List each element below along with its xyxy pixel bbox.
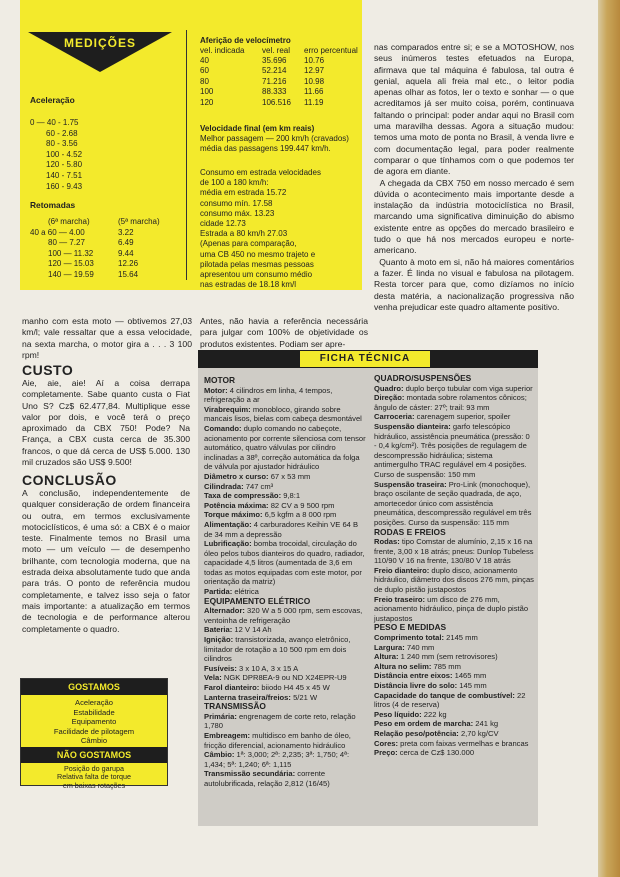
ficha-spec-key: Suspensão dianteira:	[374, 421, 451, 431]
ficha-spec	[204, 472, 366, 482]
ficha-spec-value: um disco de 276 mm, acionamento hidráulico, pinça de duplo pistão justapostos	[374, 594, 529, 623]
ficha-spec-key: Diâmetro x curso:	[204, 471, 269, 481]
afericao-indicada: 120	[200, 97, 214, 107]
retomadas-title: Retomadas	[30, 200, 76, 210]
ficha-spec	[374, 652, 534, 662]
ficha-spec	[204, 664, 366, 674]
ficha-spec-value: 785 mm	[431, 661, 461, 671]
gostamos-box	[20, 678, 168, 790]
ficha-spec-value: 1 240 mm (sem retrovisores)	[398, 652, 498, 662]
ficha-section-heading: RODAS E FREIOS	[374, 526, 446, 537]
ficha-spec-value: 82 CV a 9 500 rpm	[268, 500, 335, 510]
vfinal-line-2: média das passagens 199.447 km/h.	[200, 144, 331, 153]
retomada-6a: 120 — 15.03	[48, 259, 94, 269]
ficha-spec-key: Carroceria:	[374, 412, 415, 422]
ficha-spec	[204, 482, 366, 492]
ficha-spec-key: Transmissão secundária:	[204, 769, 296, 779]
ficha-spec-value: preta com faixas vermelhas e brancas	[398, 738, 529, 748]
ficha-spec	[374, 671, 534, 681]
ficha-spec-value: 145 mm	[457, 681, 487, 690]
afericao-real: 52.214	[262, 66, 287, 76]
ficha-spec-value: 320 W a 5 000 rpm, sem escovas, ventoinha de refrigeração	[204, 606, 363, 625]
ficha-spec-value: 9,8:1	[281, 491, 301, 501]
page-edge	[598, 0, 620, 877]
aceleracao-row: 120 - 5.80	[46, 160, 83, 170]
aceleracao-row: 100 - 4.52	[46, 149, 83, 159]
ficha-spec-value: 12 V 14 Ah	[232, 625, 272, 635]
ficha-box	[198, 368, 538, 826]
ficha-spec-value: 4 carburadores Keihin VE 64 B de 34 mm a depressão	[204, 519, 359, 539]
ficha-spec-key: Motor:	[204, 385, 228, 395]
ficha-spec-value: elétrica	[232, 587, 259, 597]
ficha-spec-key: Lanterna traseira/freios:	[204, 692, 291, 702]
ficha-spec-key: Capacidade do tanque de combustível:	[374, 690, 515, 700]
ficha-section-heading: PESO E MEDIDAS	[374, 622, 447, 633]
consumo-line: (Apenas para comparação,	[200, 239, 297, 249]
ficha-spec-key: Taxa de compressão:	[204, 491, 282, 501]
gostamos-item: Aceleração	[75, 698, 113, 707]
consumo-line: Estrada a 80 km/h 27.03	[200, 229, 288, 239]
afericao-indicada: 100	[200, 87, 214, 97]
consumo-line: consumo mín. 17.58	[200, 198, 273, 208]
aceleracao-row: 160 - 9.43	[46, 181, 83, 191]
gostamos-item: Equipamento	[71, 717, 117, 727]
conclusao-title: CONCLUSÃO	[22, 472, 117, 488]
ficha-section-heading: TRANSMISSÃO	[204, 701, 266, 712]
ficha-spec-value: 22 litros (4 de reserva)	[374, 690, 526, 710]
ficha-spec	[204, 673, 366, 683]
ficha-spec-key: Fusíveis:	[204, 663, 237, 673]
ficha-spec	[374, 643, 534, 653]
ficha-spec-value: duplo comando no cabeçote, acionamento por corrente silenciosa com tensor automático, quatro válvulas por cilindro inclinadas a 38º, correção automática da folga de válvula por ajustador hidráulico	[204, 423, 366, 472]
retomada-6a: 100 — 11.32	[48, 248, 94, 258]
aceleracao-row: 60 - 2.68	[46, 128, 78, 138]
gostamos-list	[21, 698, 167, 746]
ficha-spec-value: NGK DPR8EA-9 ou ND X24EPR-U9	[221, 673, 347, 683]
consumo-line: consumo máx. 13.23	[200, 208, 275, 218]
ficha-spec-key: Altura:	[374, 652, 399, 662]
retomada-5a: 9.44	[118, 248, 134, 258]
afericao-real: 71.216	[262, 76, 287, 86]
mid-mid-text: Antes, não havia a referência necessária para julgar com 100% de objetividade os produtos existentes. Podiam ser apre-	[200, 316, 368, 349]
ficha-spec-key: Alternador:	[204, 606, 245, 616]
afericao-erro: 11.66	[304, 87, 324, 97]
ficha-spec	[204, 731, 366, 750]
retomada-5a: 6.49	[118, 238, 134, 248]
ficha-spec-key: Largura:	[374, 642, 405, 652]
ficha-left-col	[204, 376, 366, 789]
ficha-spec	[374, 393, 534, 412]
gostamos-item: Estabilidade	[73, 707, 115, 717]
ficha-spec-value: 241 kg	[473, 719, 499, 729]
ficha-spec	[204, 606, 366, 625]
right-para-1: nas comparados entre si; e se a MOTOSHOW, nos seus inúmeros testes efetuados na Europa, afirmava que tal máquina é fabulosa, tal outra é genial, aquela ali freia mal etc., o leitor podia apenas olhar as fotos, ler o texto e sonhar — o que acreditamos já ser muito coisa, porém, continuava faltando o principal: poder andar aqui no Brasil com uma maravilha dessas. Agora a situação mudou: temos uma moto de ponta no Brasil, à venda livre e com documentação legal, para poder realmente comparar o que tínhamos com o que podemos ter de agora em diante.	[374, 42, 574, 177]
retomada-6a: 40 a 60 — 4.00	[30, 228, 85, 237]
ficha-spec	[204, 712, 366, 731]
ficha-spec-key: Vela:	[204, 673, 222, 683]
right-column-top	[374, 42, 574, 313]
gostamos-item: Facilidade de pilotagem	[53, 726, 135, 736]
gostamos-title: GOSTAMOS	[21, 679, 167, 695]
ficha-spec-value: multidisco em banho de óleo, fricção diferencial, acionamento hidráulico	[204, 730, 351, 750]
ficha-spec	[204, 386, 366, 405]
ret-header-6: (6ª marcha)	[48, 217, 90, 226]
ficha-spec-key: Torque máximo:	[204, 510, 263, 520]
ficha-spec	[204, 491, 366, 501]
consumo-line: pilotada pelas mesmas pessoas	[200, 259, 314, 269]
ficha-spec	[374, 710, 534, 720]
aceleracao-row: 0 — 40 - 1.75	[30, 118, 79, 127]
ficha-spec	[204, 625, 366, 635]
ficha-spec-value: 2145 mm	[444, 633, 478, 643]
ficha-spec-key: Partida:	[204, 587, 233, 597]
ficha-spec-key: Virabrequim:	[204, 404, 251, 414]
ficha-spec	[374, 729, 534, 739]
consumo-line: média em estrada 15.72	[200, 188, 287, 198]
ficha-spec-value: 6,5 kgfm a 8 000 rpm	[262, 510, 337, 520]
ficha-spec	[374, 537, 534, 566]
consumo-line: nas estradas de 18.18 km/l	[200, 280, 297, 290]
ficha-spec-value: Pro-Link (monochoque), braço oscilante de seção quadrada, de aço, amortecedor único com assistência pneumática, descompressão regulável em três posições. Curso da suspensão: 115 mm	[374, 479, 532, 527]
afericao-erro: 10.98	[304, 76, 325, 86]
vfinal-line-1: Melhor passagem — 200 km/h (cravados)	[200, 134, 349, 143]
ficha-spec	[374, 662, 534, 672]
left-mid-text: manho com esta moto — obtivemos 27,03 km/l; vale ressaltar que a essa velocidade, na sexta marcha, o motor gira a . . . 3 100 rpm!	[22, 316, 192, 360]
afericao-header-3: erro percentual	[304, 46, 358, 55]
ficha-spec	[204, 405, 366, 424]
custo-text: Aie, aie, aie! Aí a coisa derrapa completamente. Sabe quanto custa o Fiat Uno S? Cz$ 62.477,84. Multiplique esse valor por dois, e você terá o preço aproximado da CBX 750! Pode? Na França, a CBX custa cerca de 35.300 francos, o que dá cerca de US$ 5.000. 130 mil cruzados são US$ 9.500!	[22, 378, 190, 468]
ficha-spec-key: Peso líquido:	[374, 709, 422, 719]
vfinal-title: Velocidade final (em km reais)	[200, 124, 315, 133]
retomada-5a: 3.22	[118, 228, 134, 237]
ficha-spec-value: 2,70 kg/CV	[458, 728, 499, 738]
ficha-spec-value: transistorizada, avanço eletrônico, limitador de rotação a 10 500 rpm em dois cilindros	[204, 635, 351, 664]
panel-divider	[186, 30, 187, 280]
nao-gostamos-item: Posição do garupa	[64, 764, 124, 773]
aceleracao-title: Aceleração	[30, 95, 75, 105]
ficha-spec-value: 1465 mm	[452, 671, 487, 681]
ficha-title: FICHA TÉCNICA	[300, 351, 430, 367]
nao-gostamos-item: em baixas rotações	[62, 780, 126, 790]
ficha-spec-key: Alimentação:	[204, 519, 252, 529]
ficha-spec-key: Distância entre eixos:	[374, 671, 453, 681]
afericao-indicada: 80	[200, 76, 209, 86]
ficha-spec	[374, 748, 534, 758]
afericao-real: 106.516	[262, 97, 291, 107]
ficha-spec	[374, 691, 534, 710]
ficha-spec-key: Potência máxima:	[204, 500, 269, 510]
aceleracao-row: 140 - 7.51	[46, 171, 83, 180]
ficha-spec	[204, 750, 366, 769]
ficha-spec	[204, 501, 366, 511]
retomada-6a: 80 — 7.27	[48, 238, 85, 248]
ficha-spec-key: Lubrificação:	[204, 539, 252, 549]
ficha-spec-key: Cilindrada:	[204, 481, 244, 491]
ret-header-5: (5ª marcha)	[118, 217, 160, 226]
ficha-spec	[204, 769, 366, 788]
ficha-spec	[374, 739, 534, 749]
ficha-spec-value: cerca de Cz$ 130.000	[397, 748, 475, 758]
afericao-erro: 10.76	[304, 56, 325, 65]
ficha-spec	[374, 681, 534, 691]
ficha-spec-value: 1ª: 3,000; 2ª: 2,235; 3ª: 1,750; 4ª: 1,434; 5ª: 1,240; 6ª: 1,115	[204, 750, 350, 769]
afericao-erro: 12.97	[304, 66, 325, 76]
afericao-header-2: vel. real	[262, 46, 291, 55]
ficha-spec	[204, 520, 366, 539]
ficha-spec-value: corrente autolubrificada, relação 2,812 (16/45)	[204, 769, 330, 788]
ficha-spec	[374, 480, 534, 528]
ficha-spec-key: Câmbio:	[204, 750, 235, 760]
ficha-spec-key: Comando:	[204, 423, 242, 433]
ficha-spec	[374, 595, 534, 624]
ficha-spec-key: Rodas:	[374, 537, 400, 547]
ficha-spec	[204, 510, 366, 520]
ficha-spec-value: garfo telescópico hidráulico, assistência pneumática (pressão: 0 - 0,4 kg/cm²). Três posições de regulagem de descompressão hidráulica; sistema antimergulho TRAC regulável em 4 posições. Curso de suspensão: 150 mm	[374, 421, 530, 479]
ficha-spec	[374, 719, 534, 729]
ficha-spec-value: monobloco, girando sobre mancais lisos, bielas com cabeça desmontável	[204, 404, 362, 424]
ficha-spec-value: 222 kg	[421, 709, 447, 719]
afericao-real: 88.333	[262, 87, 287, 97]
conclusao-text: A conclusão, independentemente de qualquer consideração de ordem financeira ou outra, em termos exclusivamente motociclísticos, é uma só: a CBX é o maior teste. Finalmente temos no Brasil uma moto — um veículo — de desempenho brilhante, com tecnologia moderna, que na estrada deixa absolutamente tudo que anda para trás. O ponto de referência mudou completamente, e talvez isso seja o fator mais importante: a atualização em termos de tecnologia e de performance alterou completamente o quadro.	[22, 488, 190, 634]
medicoes-title: MEDIÇÕES	[64, 36, 137, 50]
ficha-spec-key: Relação peso/potência:	[374, 728, 459, 738]
ficha-spec-key: Freio dianteiro:	[374, 565, 430, 575]
ficha-spec	[374, 566, 534, 595]
consumo-line: de 100 a 180 km/h:	[200, 178, 269, 188]
ficha-spec-value: bomba trocoidal, circulação do óleo pelos tubos dianteiros do quadro, radiador, capacidade 4,5 litros (aumentada de 3,6 em todas as motos equipadas com este motor, por orientação da matriz)	[204, 539, 365, 587]
ficha-spec	[374, 384, 534, 394]
retomada-6a: 140 — 19.59	[48, 269, 94, 279]
ficha-spec-key: Distância livre do solo:	[374, 681, 458, 690]
ficha-spec	[204, 683, 366, 693]
ficha-spec-value: duplo disco, acionamento hidráulico, diâmetro dos discos 276 mm, pinças de duplo pistão justapostos	[374, 565, 534, 595]
ficha-spec-value: biiodo H4 45 x 45 W	[259, 683, 330, 692]
ficha-spec-value: carenagem superior, spoiler	[414, 412, 511, 422]
ficha-spec-key: Altura no selim:	[374, 661, 432, 671]
afericao-indicada: 60	[200, 66, 209, 76]
afericao-header-1: vel. indicada	[200, 46, 245, 55]
ficha-spec-key: Cores:	[374, 738, 399, 748]
ficha-spec-key: Bateria:	[204, 625, 233, 635]
ficha-spec-key: Suspensão traseira:	[374, 479, 447, 489]
ficha-spec-key: Direção:	[374, 393, 405, 403]
ficha-spec	[374, 412, 534, 422]
retomada-5a: 15.64	[118, 269, 139, 279]
ficha-spec-value: duplo berço tubular com viga superior	[403, 383, 533, 393]
ficha-spec-value: engrenagem de corte reto, relação 1,780	[204, 711, 356, 731]
ficha-right-col	[374, 374, 534, 758]
ficha-spec-key: Primária:	[204, 711, 237, 721]
ficha-spec-value: 747 cm³	[243, 481, 274, 491]
ficha-spec-value: 4 cilindros em linha, 4 tempos, refrigeração a ar	[204, 385, 333, 405]
ficha-section-heading: MOTOR	[204, 375, 236, 385]
ficha-spec-value: tipo Comstar de alumínio, 2,15 x 16 na frente, 3,00 x 18 atrás; pneus: Dunlop Tubeless 110/90 V 16 na frente, 130/80 V 18 atrás	[374, 537, 534, 566]
afericao-title: Aferição de velocímetro	[200, 36, 291, 45]
ficha-spec	[374, 422, 534, 480]
ficha-spec-key: Ignição:	[204, 635, 234, 645]
nao-gostamos-item: Relativa falta de torque	[57, 772, 131, 782]
custo-title: CUSTO	[22, 362, 74, 378]
ficha-spec-value: 67 x 53 mm	[268, 471, 311, 481]
nao-gostamos-list	[21, 765, 167, 790]
gostamos-item: Câmbio	[80, 736, 108, 746]
ficha-spec-value: 740 mm	[404, 642, 435, 652]
ficha-spec-value: 5/21 W	[290, 692, 318, 702]
ficha-section-heading: EQUIPAMENTO ELÉTRICO	[204, 595, 311, 606]
ficha-spec-value: 3 x 10 A, 3 x 15 A	[236, 663, 299, 673]
ficha-spec-key: Farol dianteiro:	[204, 683, 260, 692]
ficha-spec	[204, 539, 366, 587]
afericao-erro: 11.19	[304, 97, 324, 107]
afericao-real: 35.696	[262, 56, 287, 65]
ficha-spec-key: Preço:	[374, 748, 398, 758]
consumo-line: cidade 12.73	[200, 219, 246, 228]
ficha-spec	[204, 635, 366, 664]
ficha-section-heading: QUADRO/SUSPENSÕES	[374, 373, 472, 383]
consumo-line: Consumo em estrada velocidades	[200, 168, 321, 177]
ficha-spec-value: montada sobre rolamentos cônicos; ângulo de cáster: 27º; trail: 93 mm	[374, 393, 527, 412]
consumo-line: apresentou um consumo médio	[200, 270, 313, 279]
afericao-indicada: 40	[200, 56, 209, 65]
ficha-spec-key: Embreagem:	[204, 730, 251, 740]
ficha-spec-key: Freio traseiro:	[374, 594, 426, 604]
retomada-5a: 12.26	[118, 259, 139, 269]
ficha-spec-key: Comprimento total:	[374, 633, 445, 643]
ficha-spec-key: Peso em ordem de marcha:	[374, 719, 474, 729]
consumo-line: uma CB 450 no mesmo trajeto e	[200, 249, 316, 259]
ficha-spec	[374, 633, 534, 643]
nao-gostamos-title: NÃO GOSTAMOS	[21, 747, 167, 763]
right-para-2: A chegada da CBX 750 em nosso mercado é sem dúvida o acontecimento mais importante desde a instalação da indústria motociclística no Brasil, marcando uma significativa diminuição do abismo existente entre as opções do mercado brasileiro e tudo o que há nos mercados europeu e norte-americano.	[374, 177, 575, 256]
ficha-spec	[204, 424, 366, 472]
aceleracao-row: 80 - 3.56	[46, 139, 78, 149]
ficha-spec-key: Quadro:	[374, 383, 404, 393]
right-para-3: Quanto à moto em si, não há maiores comentários a fazer. É linda no visual e fabulosa na pilotagem. Resta torcer para que, como dizíamos no início desta matéria, a nacionalização progressiva não venha prejudicar este quadro altamente positivo.	[374, 256, 574, 312]
